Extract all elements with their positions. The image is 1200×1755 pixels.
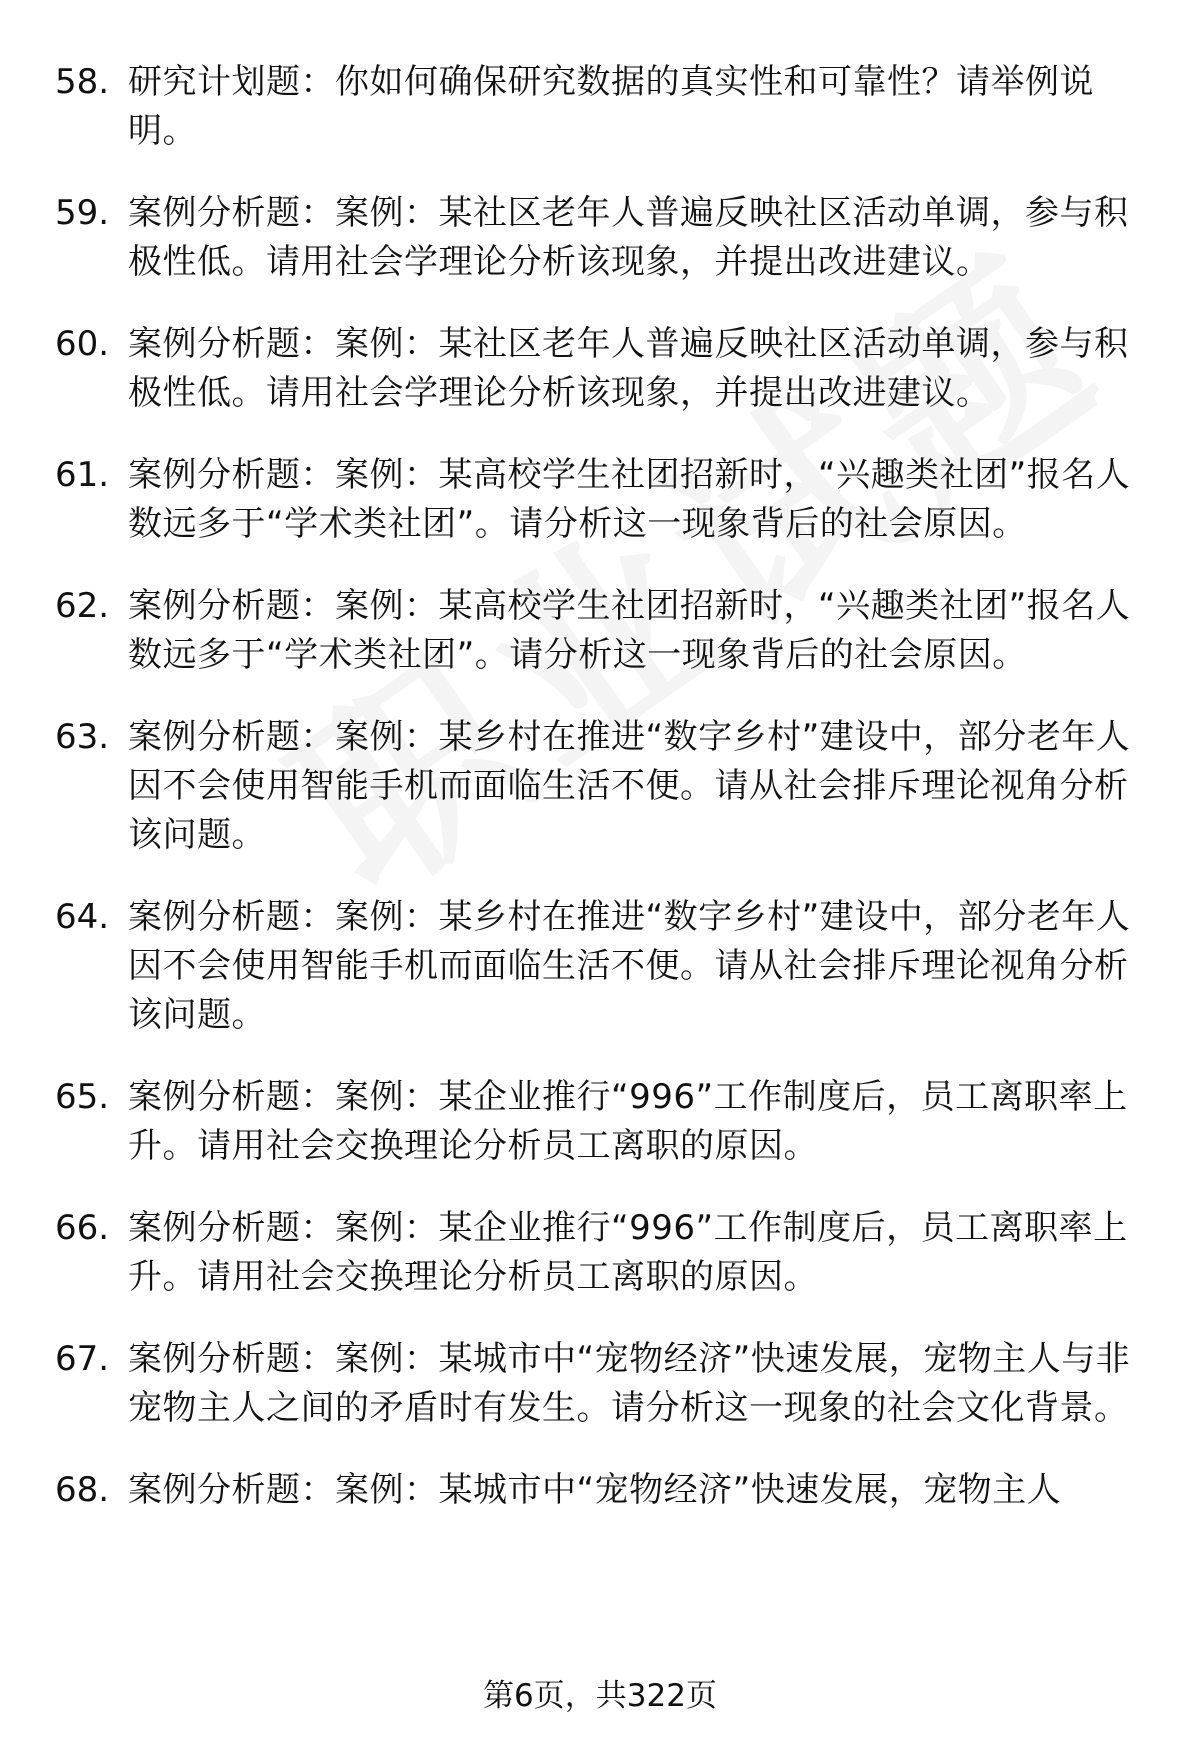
question-item [0, 58, 1200, 156]
question-text: 案例分析题：案例：某乡村在推进“数字乡村”建设中，部分老年人因不会使用智能手机而面临生活不便。请从社会排斥理论视角分析该问题。 [128, 897, 1131, 1035]
question-text: 案例分析题：案例：某城市中“宠物经济”快速发展，宠物主人与非宠物主人之间的矛盾时有发生。请分析这一现象的社会文化背景。 [128, 1339, 1131, 1428]
question-number: 65. [55, 1077, 110, 1117]
question-text: 研究计划题：你如何确保研究数据的真实性和可靠性？请举例说明。 [128, 62, 1094, 151]
question-item [0, 320, 1200, 418]
question-number: 66. [55, 1208, 110, 1248]
question-number: 61. [55, 455, 110, 495]
question-item [0, 189, 1200, 287]
question-number: 67. [55, 1339, 110, 1379]
question-list [0, 58, 1200, 1548]
question-text: 案例分析题：案例：某企业推行“996”工作制度后，员工离职率上升。请用社会交换理论分析员工离职的原因。 [128, 1208, 1128, 1297]
question-item [0, 451, 1200, 549]
page-number-footer: 第6页，共322页 [0, 1674, 1200, 1718]
question-item [0, 1204, 1200, 1302]
question-text: 案例分析题：案例：某企业推行“996”工作制度后，员工离职率上升。请用社会交换理论分析员工离职的原因。 [128, 1077, 1128, 1166]
question-number: 68. [55, 1470, 110, 1510]
question-text: 案例分析题：案例：某高校学生社团招新时，“兴趣类社团”报名人数远多于“学术类社团”。请分析这一现象背后的社会原因。 [128, 455, 1131, 544]
question-text: 案例分析题：案例：某乡村在推进“数字乡村”建设中，部分老年人因不会使用智能手机而面临生活不便。请从社会排斥理论视角分析该问题。 [128, 717, 1131, 855]
question-item [0, 582, 1200, 680]
question-item [0, 713, 1200, 860]
question-number: 59. [55, 193, 110, 233]
question-item [0, 1466, 1200, 1515]
question-number: 63. [55, 717, 110, 757]
question-text: 案例分析题：案例：某高校学生社团招新时，“兴趣类社团”报名人数远多于“学术类社团”。请分析这一现象背后的社会原因。 [128, 586, 1131, 675]
question-text: 案例分析题：案例：某社区老年人普遍反映社区活动单调，参与积极性低。请用社会学理论分析该现象，并提出改进建议。 [128, 324, 1129, 413]
question-number: 60. [55, 324, 110, 364]
question-item [0, 1335, 1200, 1433]
question-item [0, 893, 1200, 1040]
question-item [0, 1073, 1200, 1171]
question-text: 案例分析题：案例：某城市中“宠物经济”快速发展，宠物主人 [128, 1470, 1062, 1510]
question-number: 58. [55, 62, 110, 102]
question-number: 64. [55, 897, 110, 937]
question-text: 案例分析题：案例：某社区老年人普遍反映社区活动单调，参与积极性低。请用社会学理论分析该现象，并提出改进建议。 [128, 193, 1129, 282]
question-number: 62. [55, 586, 110, 626]
